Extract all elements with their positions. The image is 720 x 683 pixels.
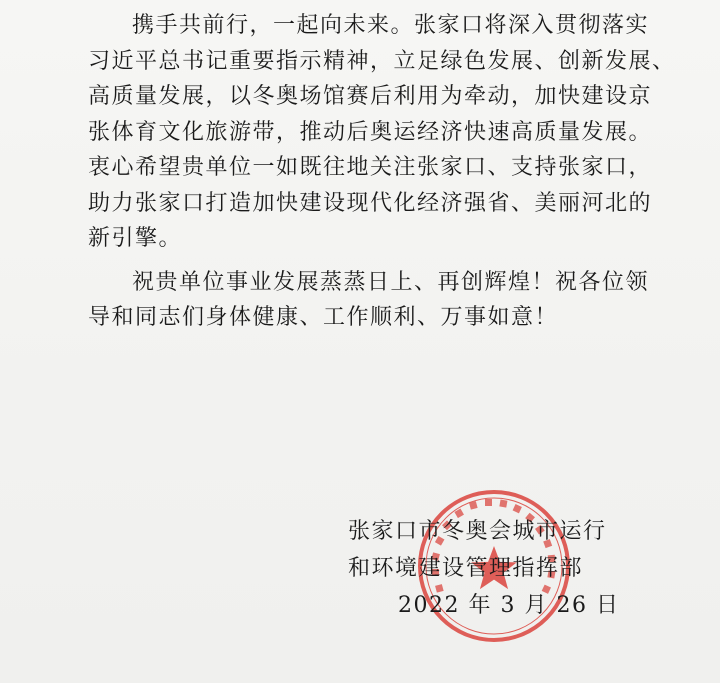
issue-date: 2022 年 3 月 26 日 [398, 593, 620, 618]
text-line: 新引擎。 [88, 226, 183, 251]
text-line: 习近平总书记重要指示精神，立足绿色发展、创新发展、 [88, 48, 676, 74]
text-line: 祝贵单位事业发展蒸蒸日上、再创辉煌！祝各位领 [132, 269, 650, 295]
issuing-organization-line-1: 张家口市冬奥会城市运行 [348, 519, 607, 544]
paragraph-wishes [88, 265, 688, 336]
issuing-organization-line-2: 和环境建设管理指挥部 [348, 556, 584, 581]
text-line: 导和同志们身体健康、工作顺利、万事如意！ [88, 305, 559, 330]
text-line: 衷心希望贵单位一如既往地关注张家口、支持张家口， [88, 155, 653, 180]
text-line: 携手共前行，一起向未来。张家口将深入贯彻落实 [132, 13, 650, 38]
signature-block [348, 513, 619, 624]
text-line: 张体育文化旅游带，推动后奥运经济快速高质量发展。 [88, 119, 653, 145]
text-line: 高质量发展，以冬奥场馆赛后利用为牵动，加快建设京 [88, 84, 653, 109]
paragraph-closing-commitment [88, 8, 688, 257]
letter-body [88, 8, 688, 336]
text-line: 助力张家口打造加快建设现代化经济强省、美丽河北的 [88, 190, 653, 216]
